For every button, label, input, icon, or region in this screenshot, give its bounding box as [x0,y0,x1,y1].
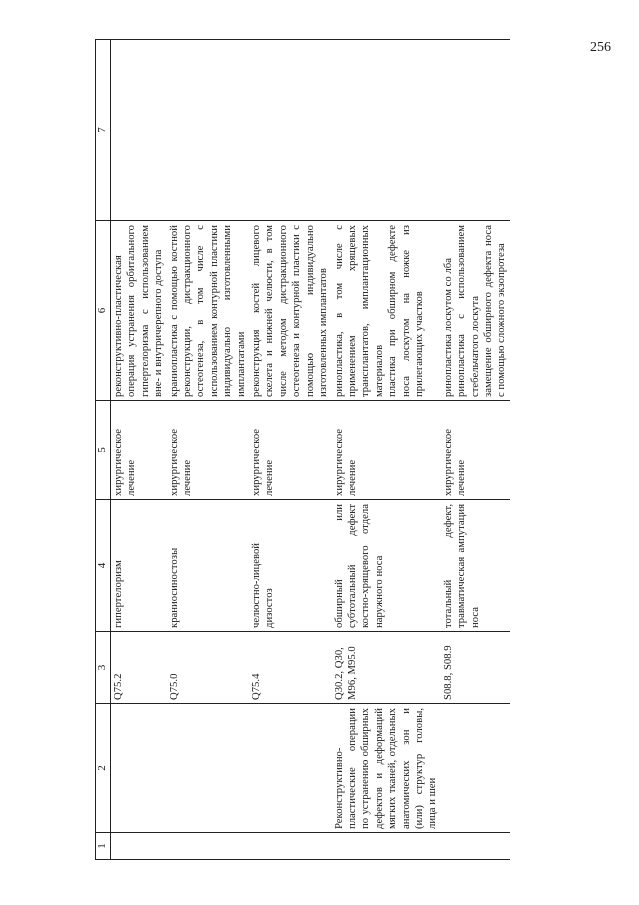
cell-col2 [111,704,167,833]
table-row [167,40,249,860]
cell-col1 [441,833,510,860]
cell-method [441,221,510,401]
cell-col7 [167,40,249,221]
rotated-table-container [95,40,595,860]
method-item: ринопластика с использованием стебельчатого лоскута [455,225,481,397]
header-col-6: 6 [96,221,111,401]
method-item: пластика при обширном дефекте носа лоскутом на ножке из прилегающих участков [386,225,425,397]
cell-diagnosis-code: Q75.4 [249,632,331,704]
page-number: 256 [590,40,611,55]
cell-col2 [441,704,510,833]
header-col-5: 5 [96,401,111,500]
cell-col7 [332,40,441,221]
cell-diagnosis-code: Q30.2, Q30, M96, M95.0 [332,632,441,704]
method-item: ринопластика лоскутом со лба [441,258,454,397]
cell-col2 [249,704,331,833]
cell-treatment-type: хирургическое лечение [167,401,249,500]
header-col-7: 7 [96,40,111,221]
header-col-4: 4 [96,500,111,632]
header-row [96,40,111,860]
cell-diagnosis-code: Q75.0 [167,632,249,704]
cell-treatment-type: хирургическое лечение [111,401,167,500]
cell-condition: тотальный дефект, травматическая ампутация носа [441,500,510,632]
cell-col2 [167,704,249,833]
method-item: ринопластика, в том числе с применением хрящевых трансплантатов, имплантационных материалов [332,225,385,397]
cell-col1 [332,833,441,860]
header-col-1: 1 [96,833,111,860]
header-col-3: 3 [96,632,111,704]
cell-method: реконструкция костей лицевого скелета и нижней челюсти, в том числе методом дистракционного остеогенеза и контурной пластики с помощью индивидуально изготовленных имплантатов [249,221,331,401]
table-row [111,40,167,860]
cell-treatment-type: хирургическое лечение [249,401,331,500]
cell-col7 [441,40,510,221]
cell-condition: обширный или субтотальный дефект костно-хрящевого отдела наружного носа [332,500,441,632]
cell-condition: челюстно-лицевой дизостоз [249,500,331,632]
method-item: замещение обширного дефекта носа с помощью сложного экзопротеза [481,225,508,397]
table-row [332,40,441,860]
cell-diagnosis-code: Q75.2 [111,632,167,704]
cell-col1 [249,833,331,860]
table-row [441,40,510,860]
header-col-2: 2 [96,704,111,833]
medical-procedures-table [95,39,510,860]
cell-col1 [167,833,249,860]
cell-col1 [111,833,167,860]
table-row [249,40,331,860]
cell-col7 [249,40,331,221]
cell-condition: гипертелоризм [111,500,167,632]
cell-condition: краниосиностозы [167,500,249,632]
cell-diagnosis-code: S08.8, S08.9 [441,632,510,704]
cell-col7 [111,40,167,221]
cell-treatment-type: хирургическое лечение [332,401,441,500]
cell-method: реконструктивно-пластическая операция устранения орбитального гипертелоризма с использованием вне- и внутричерепного доступа [111,221,167,401]
cell-treatment-type: хирургическое лечение [441,401,510,500]
cell-method: краниопластика с помощью костной реконструкции, дистракционного остеогенеза, в том числе с использованием контурной пластики индивидуально изготовленными имплантатами [167,221,249,401]
cell-method [332,221,441,401]
cell-section-title: Реконструктивно-пластические операции по устранению обширных дефектов и деформаций мягких тканей, отдельных анатомических зон и (или) структур головы, лица и шеи [332,704,441,833]
